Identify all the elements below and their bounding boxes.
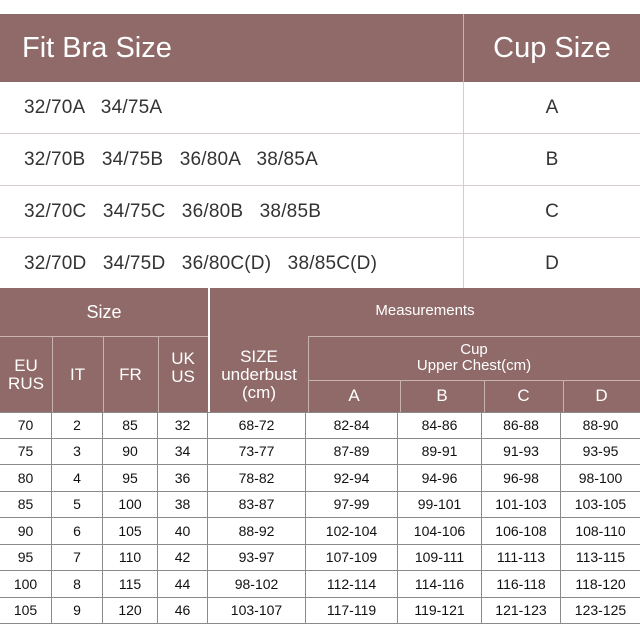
cup-upper-chest-heading	[308, 336, 640, 380]
underbust-cell: 93-97	[208, 545, 306, 571]
cup-c-cell: 111-113	[482, 545, 561, 571]
cup-a-cell: 117-119	[306, 598, 398, 624]
cup-a-cell: 102-104	[306, 518, 398, 544]
cup-a-cell: 97-99	[306, 492, 398, 518]
cup-c-cell: 86-88	[482, 413, 561, 438]
table-row	[0, 134, 640, 186]
it-cell: 5	[52, 492, 103, 518]
eu-rus-cell: 105	[0, 598, 52, 624]
cup-b-cell: 84-86	[398, 413, 482, 438]
uk-us-heading	[158, 338, 208, 398]
uk-us-cell: 34	[158, 439, 208, 465]
table-row	[0, 518, 640, 545]
cup-c-heading: C	[517, 386, 530, 406]
cup-d-cell: 123-125	[574, 602, 627, 619]
it-cell: 6	[52, 518, 103, 544]
fr-cell: 100	[103, 492, 158, 518]
uk-us-cell: 40	[158, 518, 208, 544]
underbust-cell: 88-92	[208, 518, 306, 544]
underbust-cell: 98-102	[208, 571, 306, 597]
eu-label: EU	[14, 356, 38, 376]
fr-heading: FR	[119, 365, 142, 385]
eu-rus-cell: 70	[0, 413, 52, 438]
us-label: US	[171, 367, 195, 386]
fit-bra-sizes-cell: 32/70B 34/75B 36/80A 38/85A	[0, 134, 464, 185]
cup-label: Cup	[460, 341, 488, 359]
cup-d-cell: 98-100	[578, 469, 623, 486]
fr-cell: 110	[103, 545, 158, 571]
uk-us-cell: 38	[158, 492, 208, 518]
cup-d-cell: 103-105	[574, 496, 627, 513]
fit-bra-size-table	[0, 14, 640, 290]
fr-cell: 120	[103, 598, 158, 624]
underbust-cell: 73-77	[208, 439, 306, 465]
cup-a-cell: 112-114	[306, 571, 398, 597]
cup-d-cell: 108-110	[575, 522, 626, 539]
size-measurement-table	[0, 288, 640, 628]
cup-b-cell: 104-106	[398, 518, 482, 544]
fr-cell: 90	[103, 439, 158, 465]
underbust-cell: 78-82	[208, 465, 306, 491]
eu-rus-heading	[0, 338, 52, 412]
cup-c-cell: 116-118	[482, 571, 561, 597]
cup-b-cell: 89-91	[398, 439, 482, 465]
upper-chest-label: Upper Chest(cm)	[416, 357, 532, 374]
table-row	[0, 412, 640, 439]
eu-rus-cell: 75	[0, 439, 52, 465]
cup-c-cell: 96-98	[482, 465, 561, 491]
uk-us-cell: 46	[158, 598, 208, 624]
cup-size-cell: B	[545, 148, 559, 170]
table-row	[0, 465, 640, 492]
cup-b-cell: 94-96	[398, 465, 482, 491]
fr-cell: 105	[103, 518, 158, 544]
cup-a-cell: 107-109	[306, 545, 398, 571]
cup-d-heading: D	[595, 386, 608, 406]
cup-d-cell: 93-95	[582, 443, 619, 460]
table-row	[0, 598, 640, 625]
cup-b-heading: B	[436, 386, 448, 406]
cup-d-cell: 88-90	[582, 417, 619, 434]
cup-b-cell: 114-116	[398, 571, 482, 597]
header-divider	[0, 336, 208, 337]
measurements-heading: Measurements	[375, 302, 475, 320]
cup-size-cell: C	[545, 200, 559, 222]
table-row	[0, 82, 640, 134]
fit-bra-sizes-cell: 32/70D 34/75D 36/80C(D) 38/85C(D)	[0, 238, 464, 290]
underbust-cell: 103-107	[208, 598, 306, 624]
fr-cell: 95	[103, 465, 158, 491]
underbust-cell: 68-72	[208, 413, 306, 438]
eu-rus-cell: 95	[0, 545, 52, 571]
measurement-grid	[0, 412, 640, 624]
uk-us-cell: 42	[158, 545, 208, 571]
underbust-heading	[210, 338, 308, 412]
eu-rus-cell: 90	[0, 518, 52, 544]
fit-bra-sizes-cell: 32/70C 34/75C 36/80B 38/85B	[0, 186, 464, 237]
uk-label: UK	[171, 349, 195, 369]
table-row	[0, 439, 640, 466]
underbust-cell: 83-87	[208, 492, 306, 518]
fit-bra-size-heading: Fit Bra Size	[0, 14, 464, 82]
size-label: SIZE	[240, 347, 278, 367]
cup-size-heading: Cup Size	[493, 31, 611, 64]
cup-a-cell: 87-89	[306, 439, 398, 465]
cup-b-cell: 99-101	[398, 492, 482, 518]
uk-us-cell: 32	[158, 413, 208, 438]
fit-bra-size-header	[0, 14, 640, 82]
cup-b-cell: 109-111	[398, 545, 482, 571]
it-cell: 9	[52, 598, 103, 624]
uk-us-cell: 36	[158, 465, 208, 491]
cup-d-cell: 118-120	[575, 575, 626, 592]
cup-a-cell: 82-84	[306, 413, 398, 438]
it-cell: 2	[52, 413, 103, 438]
cup-c-cell: 106-108	[482, 518, 561, 544]
it-cell: 4	[52, 465, 103, 491]
fr-cell: 85	[103, 413, 158, 438]
table-row	[0, 545, 640, 572]
cup-a-cell: 92-94	[306, 465, 398, 491]
eu-rus-cell: 100	[0, 571, 52, 597]
eu-rus-cell: 85	[0, 492, 52, 518]
uk-us-cell: 44	[158, 571, 208, 597]
cup-c-cell: 91-93	[482, 439, 561, 465]
cup-size-cell: A	[545, 96, 559, 118]
eu-rus-cell: 80	[0, 465, 52, 491]
underbust-label: underbust	[221, 365, 297, 385]
it-cell: 7	[52, 545, 103, 571]
table-row	[0, 186, 640, 238]
cup-c-cell: 121-123	[482, 598, 561, 624]
cup-c-cell: 101-103	[482, 492, 561, 518]
cup-d-cell: 113-115	[575, 549, 626, 566]
cm-label: (cm)	[242, 382, 276, 402]
table-row	[0, 492, 640, 519]
table-row	[0, 571, 640, 598]
fit-bra-sizes-cell: 32/70A 34/75A	[0, 82, 464, 133]
cup-b-cell: 119-121	[398, 598, 482, 624]
cup-size-cell: D	[545, 253, 559, 274]
size-heading: Size	[86, 301, 122, 322]
fr-cell: 115	[103, 571, 158, 597]
it-heading: IT	[69, 365, 86, 385]
it-cell: 8	[52, 571, 103, 597]
rus-label: RUS	[8, 374, 44, 393]
table-row	[0, 238, 640, 290]
cup-a-heading: A	[348, 386, 360, 406]
it-cell: 3	[52, 439, 103, 465]
